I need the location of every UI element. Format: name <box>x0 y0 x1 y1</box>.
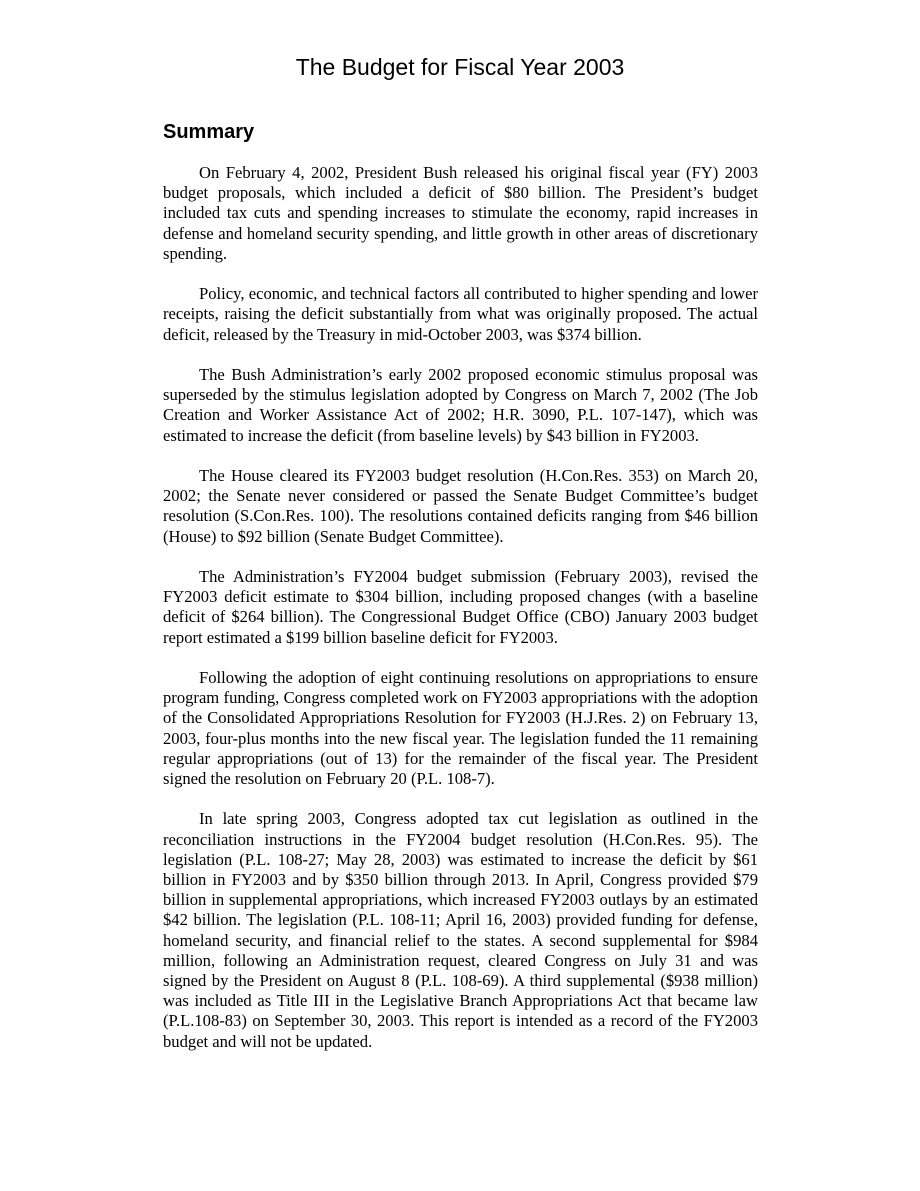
paragraph: The Bush Administration’s early 2002 proposed economic stimulus proposal was superseded by the stimulus legislation adopted by Congress on March 7, 2002 (The Job Creation and Worker Assistance Act of 2002; H.R. 3090, P.L. 107-147), which was estimated to increase the deficit (from baseline levels) by $43 billion in FY2003. <box>163 365 758 445</box>
paragraph: The Administration’s FY2004 budget submission (February 2003), revised the FY2003 deficit estimate to $304 billion, including proposed changes (with a baseline deficit of $264 billion). The Congressional Budget Office (CBO) January 2003 budget report estimated a $199 billion baseline deficit for FY2003. <box>163 567 758 647</box>
paragraph: Policy, economic, and technical factors all contributed to higher spending and lower receipts, raising the deficit substantially from what was originally proposed. The actual deficit, released by the Treasury in mid-October 2003, was $374 billion. <box>163 284 758 344</box>
paragraph: In late spring 2003, Congress adopted tax cut legislation as outlined in the reconciliation instructions in the FY2004 budget resolution (H.Con.Res. 95). The legislation (P.L. 108-27; May 28, 2003) was estimated to increase the deficit by $61 billion in FY2003 and by $350 billion through 2013. In April, Congress provided $79 billion in supplemental appropriations, which increased FY2003 outlays by an estimated $42 billion. The legislation (P.L. 108-11; April 16, 2003) provided funding for defense, homeland security, and financial relief to the states. A second supplemental for $984 million, following an Administration request, cleared Congress on July 31 and was signed by the President on August 8 (P.L. 108-69). A third supplemental ($938 million) was included as Title III in the Legislative Branch Appropriations Act that became law (P.L.108-83) on September 30, 2003. This report is intended as a record of the FY2003 budget and will not be updated. <box>163 809 758 1051</box>
paragraph: The House cleared its FY2003 budget resolution (H.Con.Res. 353) on March 20, 2002; the Senate never considered or passed the Senate Budget Committee’s budget resolution (S.Con.Res. 100). The resolutions contained deficits ranging from $46 billion (House) to $92 billion (Senate Budget Committee). <box>163 466 758 546</box>
section-heading-summary: Summary <box>163 121 255 143</box>
paragraph: On February 4, 2002, President Bush released his original fiscal year (FY) 2003 budget proposals, which included a deficit of $80 billion. The President’s budget included tax cuts and spending increases to stimulate the economy, rapid increases in defense and homeland security spending, and little growth in other areas of discretionary spending. <box>163 163 758 263</box>
paragraph: Following the adoption of eight continuing resolutions on appropriations to ensure program funding, Congress completed work on FY2003 appropriations with the adoption of the Consolidated Appropriations Resolution for FY2003 (H.J.Res. 2) on February 13, 2003, four-plus months into the new fiscal year. The legislation funded the 11 remaining regular appropriations (out of 13) for the remainder of the fiscal year. The President signed the resolution on February 20 (P.L. 108-7). <box>163 668 758 789</box>
summary-body <box>163 163 758 1072</box>
document-title: The Budget for Fiscal Year 2003 <box>295 54 625 80</box>
